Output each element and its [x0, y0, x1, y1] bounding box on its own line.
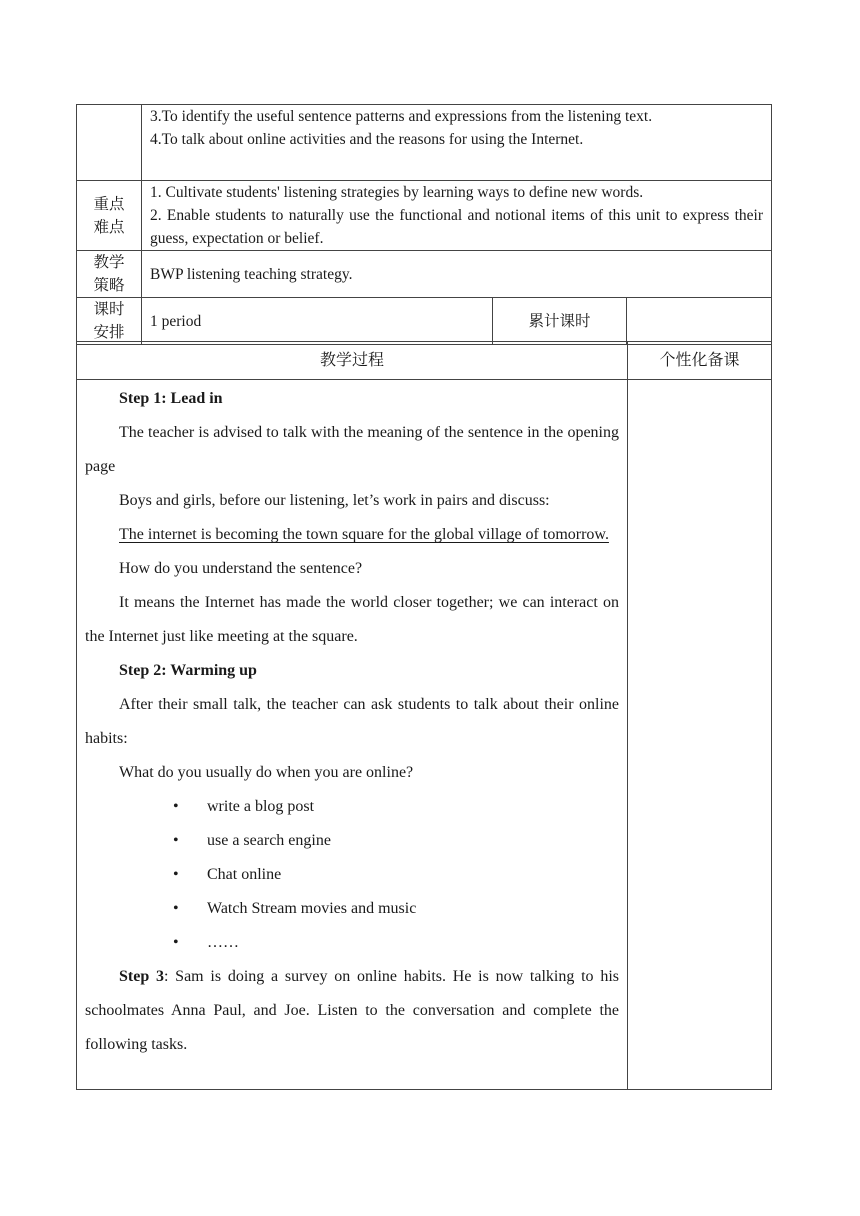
lesson-info-table	[76, 104, 772, 345]
list-item: • use a search engine	[173, 832, 331, 849]
empty-label-cell	[77, 105, 142, 181]
key-point-2: 2. Enable students to naturally use the functional and notional items of this unit to express their guess, expectation or belief.	[150, 207, 763, 247]
list-item: • Watch Stream movies and music	[173, 900, 417, 917]
step1-quote: The internet is becoming the town square for the global village of tomorrow.	[119, 526, 609, 543]
key-point-1: 1. Cultivate students' listening strategies by learning ways to define new words.	[150, 184, 644, 201]
step2-question: What do you usually do when you are online?	[119, 764, 414, 781]
list-item: • ……	[173, 934, 239, 951]
step1-title: Step 1: Lead in	[119, 390, 223, 407]
key-points-label: 重点 难点	[77, 181, 142, 251]
step2-paragraph-1: After their small talk, the teacher can ask students to talk about their online habits:	[85, 696, 619, 747]
cumulative-hours-label: 累计课时	[493, 298, 627, 345]
teaching-process-table	[76, 341, 772, 1090]
personal-notes-cell	[628, 380, 772, 1090]
step3-paragraph: Step 3: Sam is doing a survey on online habits. He is now talking to his schoolmates Anna Paul, and Joe. Listen to the conversation and complete the following tasks.	[85, 968, 619, 1053]
process-content	[77, 380, 628, 1090]
step1-paragraph-2: Boys and girls, before our listening, let’s work in pairs and discuss:	[119, 492, 550, 509]
list-item: • Chat online	[173, 866, 282, 883]
strategy-cell: BWP listening teaching strategy.	[142, 251, 772, 298]
strategy-label: 教学 策略	[77, 251, 142, 298]
objectives-cell	[142, 105, 772, 181]
list-item: • write a blog post	[173, 798, 315, 815]
activity-list	[77, 790, 627, 960]
process-header: 教学过程	[77, 342, 628, 380]
hours-label: 课时 安排	[77, 298, 142, 345]
step1-question: How do you understand the sentence?	[119, 560, 363, 577]
step1-paragraph-1: The teacher is advised to talk with the meaning of the sentence in the opening page	[85, 424, 619, 475]
hours-value: 1 period	[142, 298, 493, 345]
step1-answer: It means the Internet has made the world closer together; we can interact on the Internet just like meeting at the square.	[85, 594, 619, 645]
cumulative-hours-value	[627, 298, 772, 345]
notes-header: 个性化备课	[628, 342, 772, 380]
objective-4: 4.To talk about online activities and the reasons for using the Internet.	[150, 131, 584, 148]
step2-title: Step 2: Warming up	[119, 662, 257, 679]
objective-3: 3.To identify the useful sentence patterns and expressions from the listening text.	[150, 108, 653, 125]
key-points-cell	[142, 181, 772, 251]
